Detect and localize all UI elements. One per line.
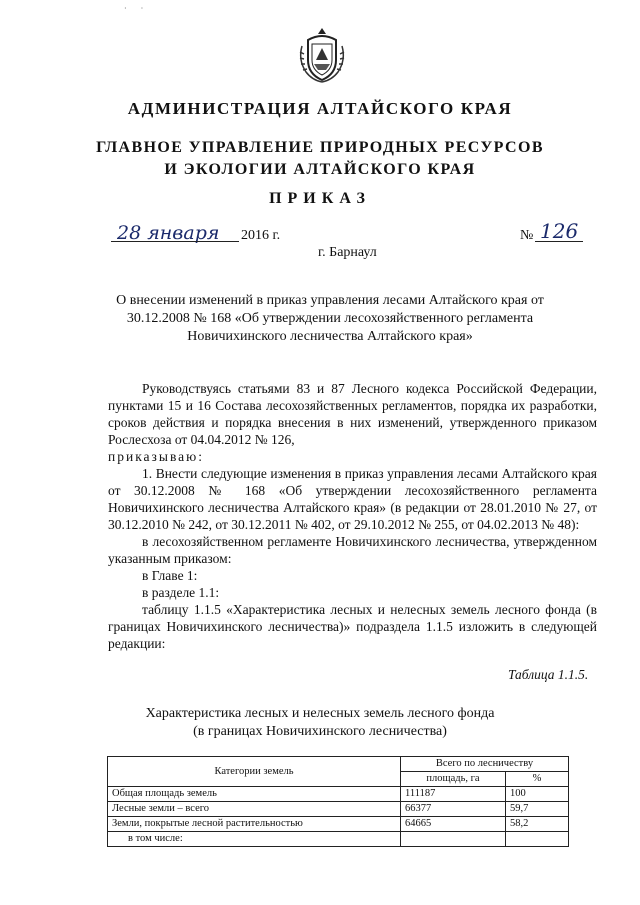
number-underline [535,241,583,242]
body-paragraph-5: в разделе 1.1: [142,585,220,600]
header-category: Категории земель [108,757,401,787]
department-line-2: И ЭКОЛОГИИ АЛТАЙСКОГО КРАЯ [164,161,476,178]
city: г. Барнаул [318,245,377,260]
row-category: в том числе: [108,832,401,847]
body-paragraph-1 [108,380,597,465]
number-sign: № [520,228,534,243]
table-row [108,787,569,802]
row-area: 111187 [401,787,506,802]
document-type: ПРИКАЗ [269,190,371,207]
authority-name: АДМИНИСТРАЦИЯ АЛТАЙСКОГО КРАЯ [127,99,513,118]
department-line-1: ГЛАВНОЕ УПРАВЛЕНИЕ ПРИРОДНЫХ РЕСУРСОВ [96,139,544,156]
table-row [108,817,569,832]
header-area: площадь, га [401,772,506,787]
row-area: 66377 [401,802,506,817]
header-percent: % [506,772,569,787]
table-title [0,705,640,741]
table-header-row [108,757,569,772]
table-title-line-1: Характеристика лесных и нелесных земель лесного фонда [145,706,495,721]
body-paragraph-3: в лесохозяйственном регламенте Новичихинского лесничества, утвержденном указанным приказом: [108,534,597,566]
body-paragraph-4: в Главе 1: [142,568,198,583]
row-percent [506,832,569,847]
order-action-word: приказываю: [108,449,204,464]
row-category: Земли, покрытые лесной растительностью [108,817,401,832]
handwritten-date: 28 января [117,222,220,244]
document-year: 2016 г. [241,228,281,243]
date-underline [111,241,239,242]
order-body [108,380,597,652]
handwritten-number: 126 [540,219,579,243]
coat-of-arms-emblem [296,26,348,84]
table-title-line-2: (в границах Новичихинского лесничества) [193,724,447,739]
scan-mark: · · [124,4,144,13]
row-percent: 100 [506,787,569,802]
table-row [108,802,569,817]
row-percent: 59,7 [506,802,569,817]
paragraph-1-text: Руководствуясь статьями 83 и 87 Лесного кодекса Российской Федерации, пунктами 15 и 16 Состава лесохозяйственных регламентов, порядка их разработки, сроков действия и порядка внесения в них изменений, утвержденного приказом Рослесхоза от 04.04.2012 № 126, [108,381,597,447]
table-label: Таблица 1.1.5. [508,667,589,682]
header-total: Всего по лесничеству [401,757,569,772]
row-percent: 58,2 [506,817,569,832]
body-paragraph-2: 1. Внести следующие изменения в приказ управления лесами Алтайского края от 30.12.2008 № 168 «Об утверждении лесохозяйственного регламента Новичихинского лесничества Алтайского края» (в редакции от 28.01.2010 № 27, от 30.12.2010 № 242, от 30.12.2011 № 402, от 29.10.2012 № 255, от 04.02.2013 № 48): [108,466,597,532]
department-name [0,137,640,181]
row-category: Общая площадь земель [108,787,401,802]
row-category: Лесные земли – всего [108,802,401,817]
table-row [108,832,569,847]
body-paragraph-6: таблицу 1.1.5 «Характеристика лесных и нелесных земель лесного фонда (в границах Новичихинского лесничества)» подраздела 1.1.5 изложить в следующей редакции: [108,602,597,651]
land-characteristics-table [107,756,569,847]
order-title: О внесении изменений в приказ управления лесами Алтайского края от 30.12.2008 № 168 «Об утверждении лесохозяйственного регламента Новичихинского лесничества Алтайского края» [116,293,544,344]
row-area [401,832,506,847]
row-area: 64665 [401,817,506,832]
